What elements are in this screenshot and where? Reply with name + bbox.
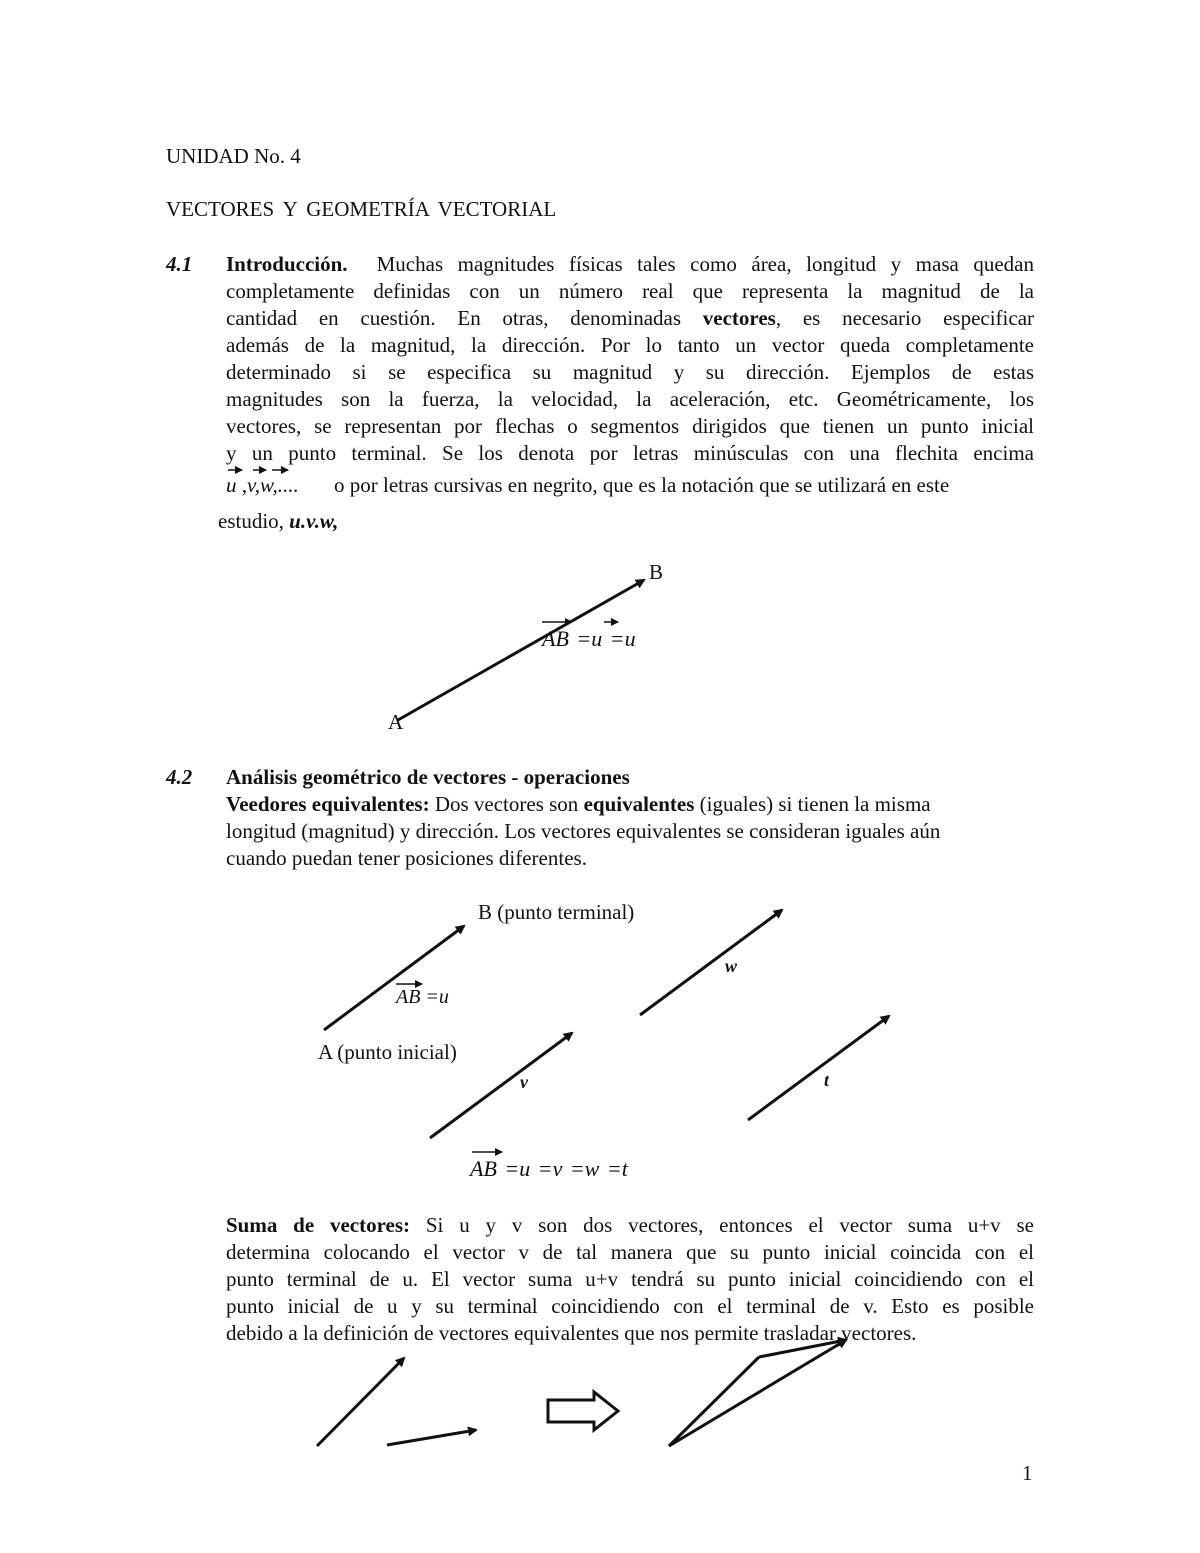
sum-line-3: punto terminal de u. El vector suma u+v tendrá su punto inicial coincidiendo con el — [226, 1267, 1034, 1291]
chapter-title: VECTORES Y GEOMETRÍA VECTORIAL — [166, 197, 557, 221]
intro-line-2: completamente definidas con un número real que representa la magnitud de la — [226, 279, 1034, 303]
page-number: 1 — [1022, 1461, 1033, 1485]
intro-line-5: determinado si se especifica su magnitud y su dirección. Ejemplos de estas — [226, 360, 1034, 384]
label-b-terminal: B (punto terminal) — [478, 900, 635, 924]
sum-line-1: Si u y v son dos vectores, entonces el vector suma u+v se — [425, 1213, 1034, 1237]
intro-paragraph: Introducción. Muchas magnitudes físicas tales como área, longitud y masa quedan completamente definidas con un número real que representa la magnitud de la cantidad en cuestión. En otras, denominadas vectores, es necesario especificar además de la magnitud, la dirección. Por lo tanto un vector queda completamente determinado si se especifica su magnitud y su dirección. Ejemplos de estas magnitudes son la fuerza, la velocidad, la aceleración, etc. Geométricamente, los vectores, se representan por flechas o segmentos dirigidos que tienen un punto inicial y un punto terminal. Se los denota por letras minúsculas con una flechita encima — [226, 252, 1035, 465]
intro-line-9: o por letras cursivas en negrito, que es la notación que se utilizará en este — [334, 473, 950, 497]
equiv-heading: Veedores equivalentes: — [226, 792, 430, 816]
intro-bold-vectores: vectores — [702, 306, 776, 330]
equiv-text-a: Dos vectores son — [434, 792, 579, 816]
label-b: B — [649, 560, 664, 584]
vector-u-arrow — [324, 926, 464, 1030]
sum-vector-u — [317, 1358, 404, 1446]
section-number-4-2: 4.2 — [166, 765, 193, 789]
label-v: v — [520, 1072, 528, 1092]
label-a: A — [388, 710, 404, 734]
arrow-letters: u ,v,w,.... — [226, 473, 299, 497]
vector-t-arrow — [748, 1016, 889, 1120]
intro-line-3b: es necesario especificar — [802, 306, 1035, 330]
sum-line-5: debido a la definición de vectores equivalentes que nos permite trasladar vectores. — [226, 1321, 917, 1345]
vector-w-arrow — [640, 910, 782, 1015]
unit-title: UNIDAD No. 4 — [166, 144, 301, 168]
sum-line-2: determina colocando el vector v de tal manera que su punto inicial coincida con el — [226, 1240, 1034, 1264]
intro-line-4: además de la magnitud, la dirección. Por lo tanto un vector queda completamente — [226, 333, 1034, 357]
equiv-line-2: longitud (magnitud) y dirección. Los vectores equivalentes se consideran iguales aún — [226, 819, 941, 843]
figure-vector-sum — [317, 1340, 846, 1446]
sum-vector-v — [387, 1430, 476, 1445]
label-w: w — [725, 956, 738, 976]
intro-line-7: vectores, se representan por flechas o segmentos dirigidos que tienen un punto inicial — [226, 414, 1034, 438]
result-sum — [669, 1340, 846, 1446]
sum-line-4: punto inicial de u y su terminal coincidiendo con el terminal de v. Esto es posible — [226, 1294, 1034, 1318]
sum-paragraph — [226, 1212, 1034, 1347]
equiv-text-b: (iguales) si tienen la misma — [699, 792, 931, 816]
equation-ab-u: AB =u =u — [542, 626, 636, 651]
equiv-line-1 — [226, 791, 931, 818]
bold-notation: u.v.w, — [289, 509, 339, 533]
equation-equivalent: AB =u =v =w =t — [470, 1156, 628, 1181]
intro-line-8: y un punto terminal. Se los denota por letras minúsculas con una flechita encima — [226, 441, 1034, 465]
equiv-line-3: cuando puedan tener posiciones diferentes. — [226, 846, 587, 870]
section-number-4-1: 4.1 — [166, 252, 193, 276]
equiv-bold: equivalentes — [583, 792, 695, 816]
label-ab-u: AB =u — [396, 986, 449, 1008]
intro-line-6: magnitudes son la fuerza, la velocidad, la aceleración, etc. Geométricamente, los — [226, 387, 1034, 411]
section-heading-4-2: Análisis geométrico de vectores - operaciones — [226, 765, 630, 789]
figure-equivalent-vectors — [324, 910, 889, 1152]
intro-heading: Introducción. — [226, 252, 348, 276]
implies-arrow-icon — [548, 1392, 618, 1430]
intro-line-3: cantidad en cuestión. En otras, denominadas — [226, 306, 682, 330]
label-t: t — [824, 1070, 830, 1090]
intro-line-1: Muchas magnitudes físicas tales como área, longitud y masa quedan — [376, 252, 1034, 276]
label-a-initial: A (punto inicial) — [318, 1040, 457, 1064]
sum-heading: Suma de vectores: — [226, 1213, 411, 1237]
intro-estudio: estudio, — [218, 509, 284, 533]
